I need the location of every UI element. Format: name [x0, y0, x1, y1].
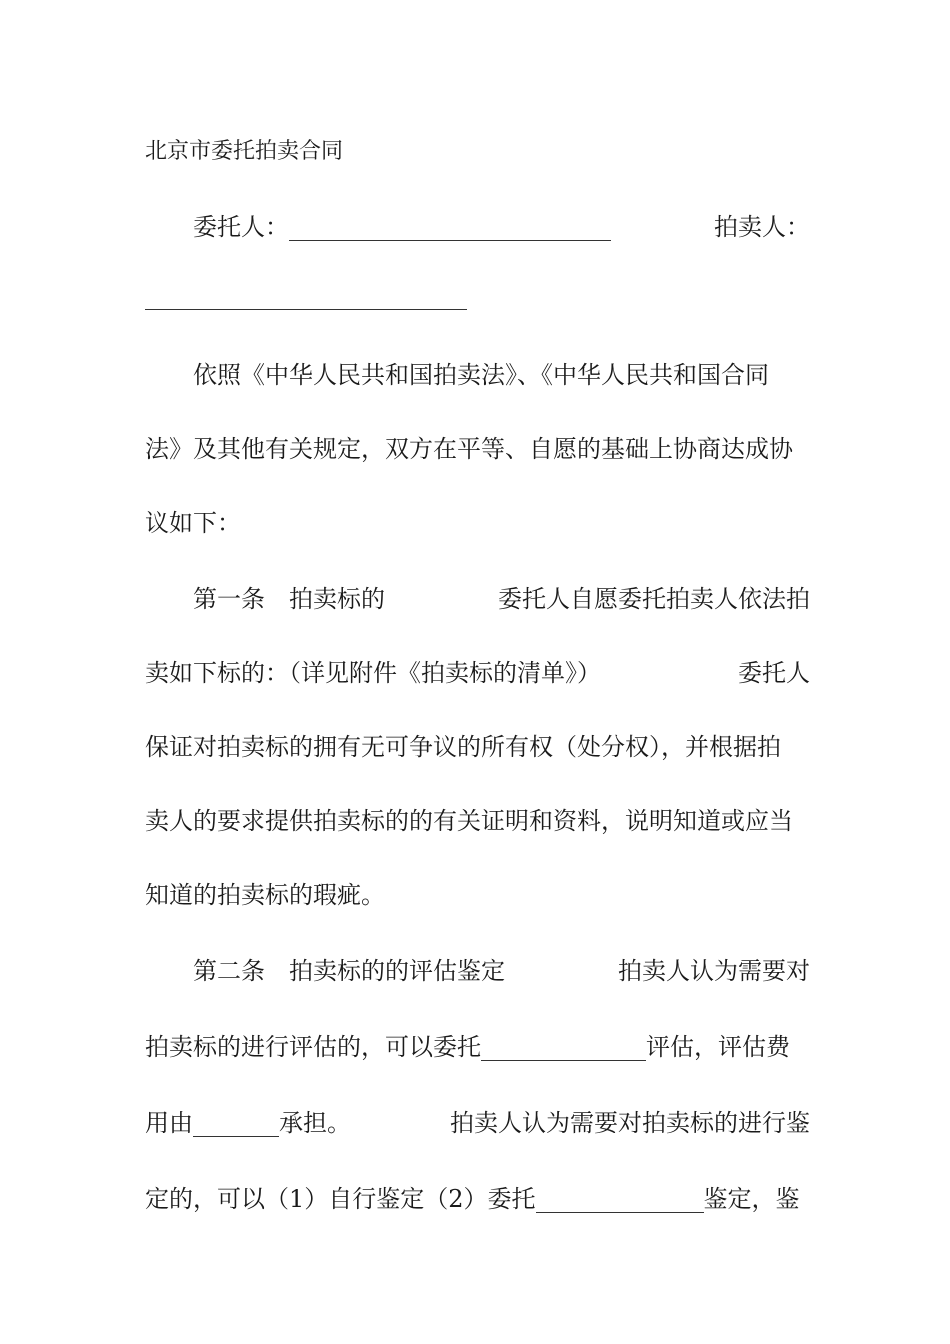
principal-blank — [289, 239, 611, 241]
preamble-line-1: 依照《中华人民共和国拍卖法》、《中华人民共和国合同 — [193, 361, 769, 389]
article2-line-4 — [145, 1182, 810, 1216]
preamble-line-2: 法》及其他有关规定，双方在平等、自愿的基础上协商达成协 — [145, 435, 793, 463]
article1-line2-tail: 委托人 — [738, 659, 810, 687]
article2-line3-a: 用由 — [145, 1109, 193, 1137]
article1-line2-head: 卖如下标的：（详见附件《拍卖标的清单》） — [145, 659, 601, 687]
preamble-line-3: 议如下： — [145, 509, 241, 537]
article1-heading: 第一条 拍卖标的 — [193, 585, 385, 613]
article2-line2-a: 拍卖标的进行评估的，可以委托 — [145, 1033, 481, 1061]
article1-line-1 — [145, 582, 810, 616]
article1-line1-tail: 委托人自愿委托拍卖人依法拍 — [498, 585, 810, 613]
article2-line3-b: 承担。 — [279, 1109, 351, 1137]
article2-line-1 — [145, 954, 810, 988]
fee-bearer-blank — [193, 1135, 279, 1137]
article2-line4-b: 鉴定，鉴 — [703, 1185, 800, 1213]
article2-line2-b: 评估，评估费 — [646, 1033, 790, 1061]
article1-line-2 — [145, 656, 810, 690]
article2-heading: 第二条 拍卖标的的评估鉴定 — [193, 957, 505, 985]
document-title: 北京市委托拍卖合同 — [145, 139, 344, 164]
article2-line1-tail: 拍卖人认为需要对 — [618, 957, 810, 985]
appraiser-blank — [481, 1059, 646, 1061]
article2-line3-c: 拍卖人认为需要对拍卖标的进行鉴 — [450, 1109, 810, 1137]
auctioneer-label: 拍卖人： — [714, 213, 810, 241]
article2-line-2 — [145, 1030, 810, 1064]
auctioneer-blank-line — [145, 285, 810, 319]
article1-line-5: 知道的拍卖标的瑕疵。 — [145, 881, 385, 909]
article2-line-3 — [145, 1106, 810, 1140]
article1-line-4: 卖人的要求提供拍卖标的的有关证明和资料，说明知道或应当 — [145, 807, 793, 835]
article2-line4-a: 定的，可以（1）自行鉴定（2）委托 — [145, 1185, 536, 1213]
article1-line-3: 保证对拍卖标的拥有无可争议的所有权（处分权），并根据拍 — [145, 733, 781, 761]
principal-label: 委托人： — [193, 213, 289, 241]
identifier-blank — [536, 1211, 704, 1213]
auctioneer-blank — [145, 308, 467, 310]
parties-line — [145, 210, 810, 244]
